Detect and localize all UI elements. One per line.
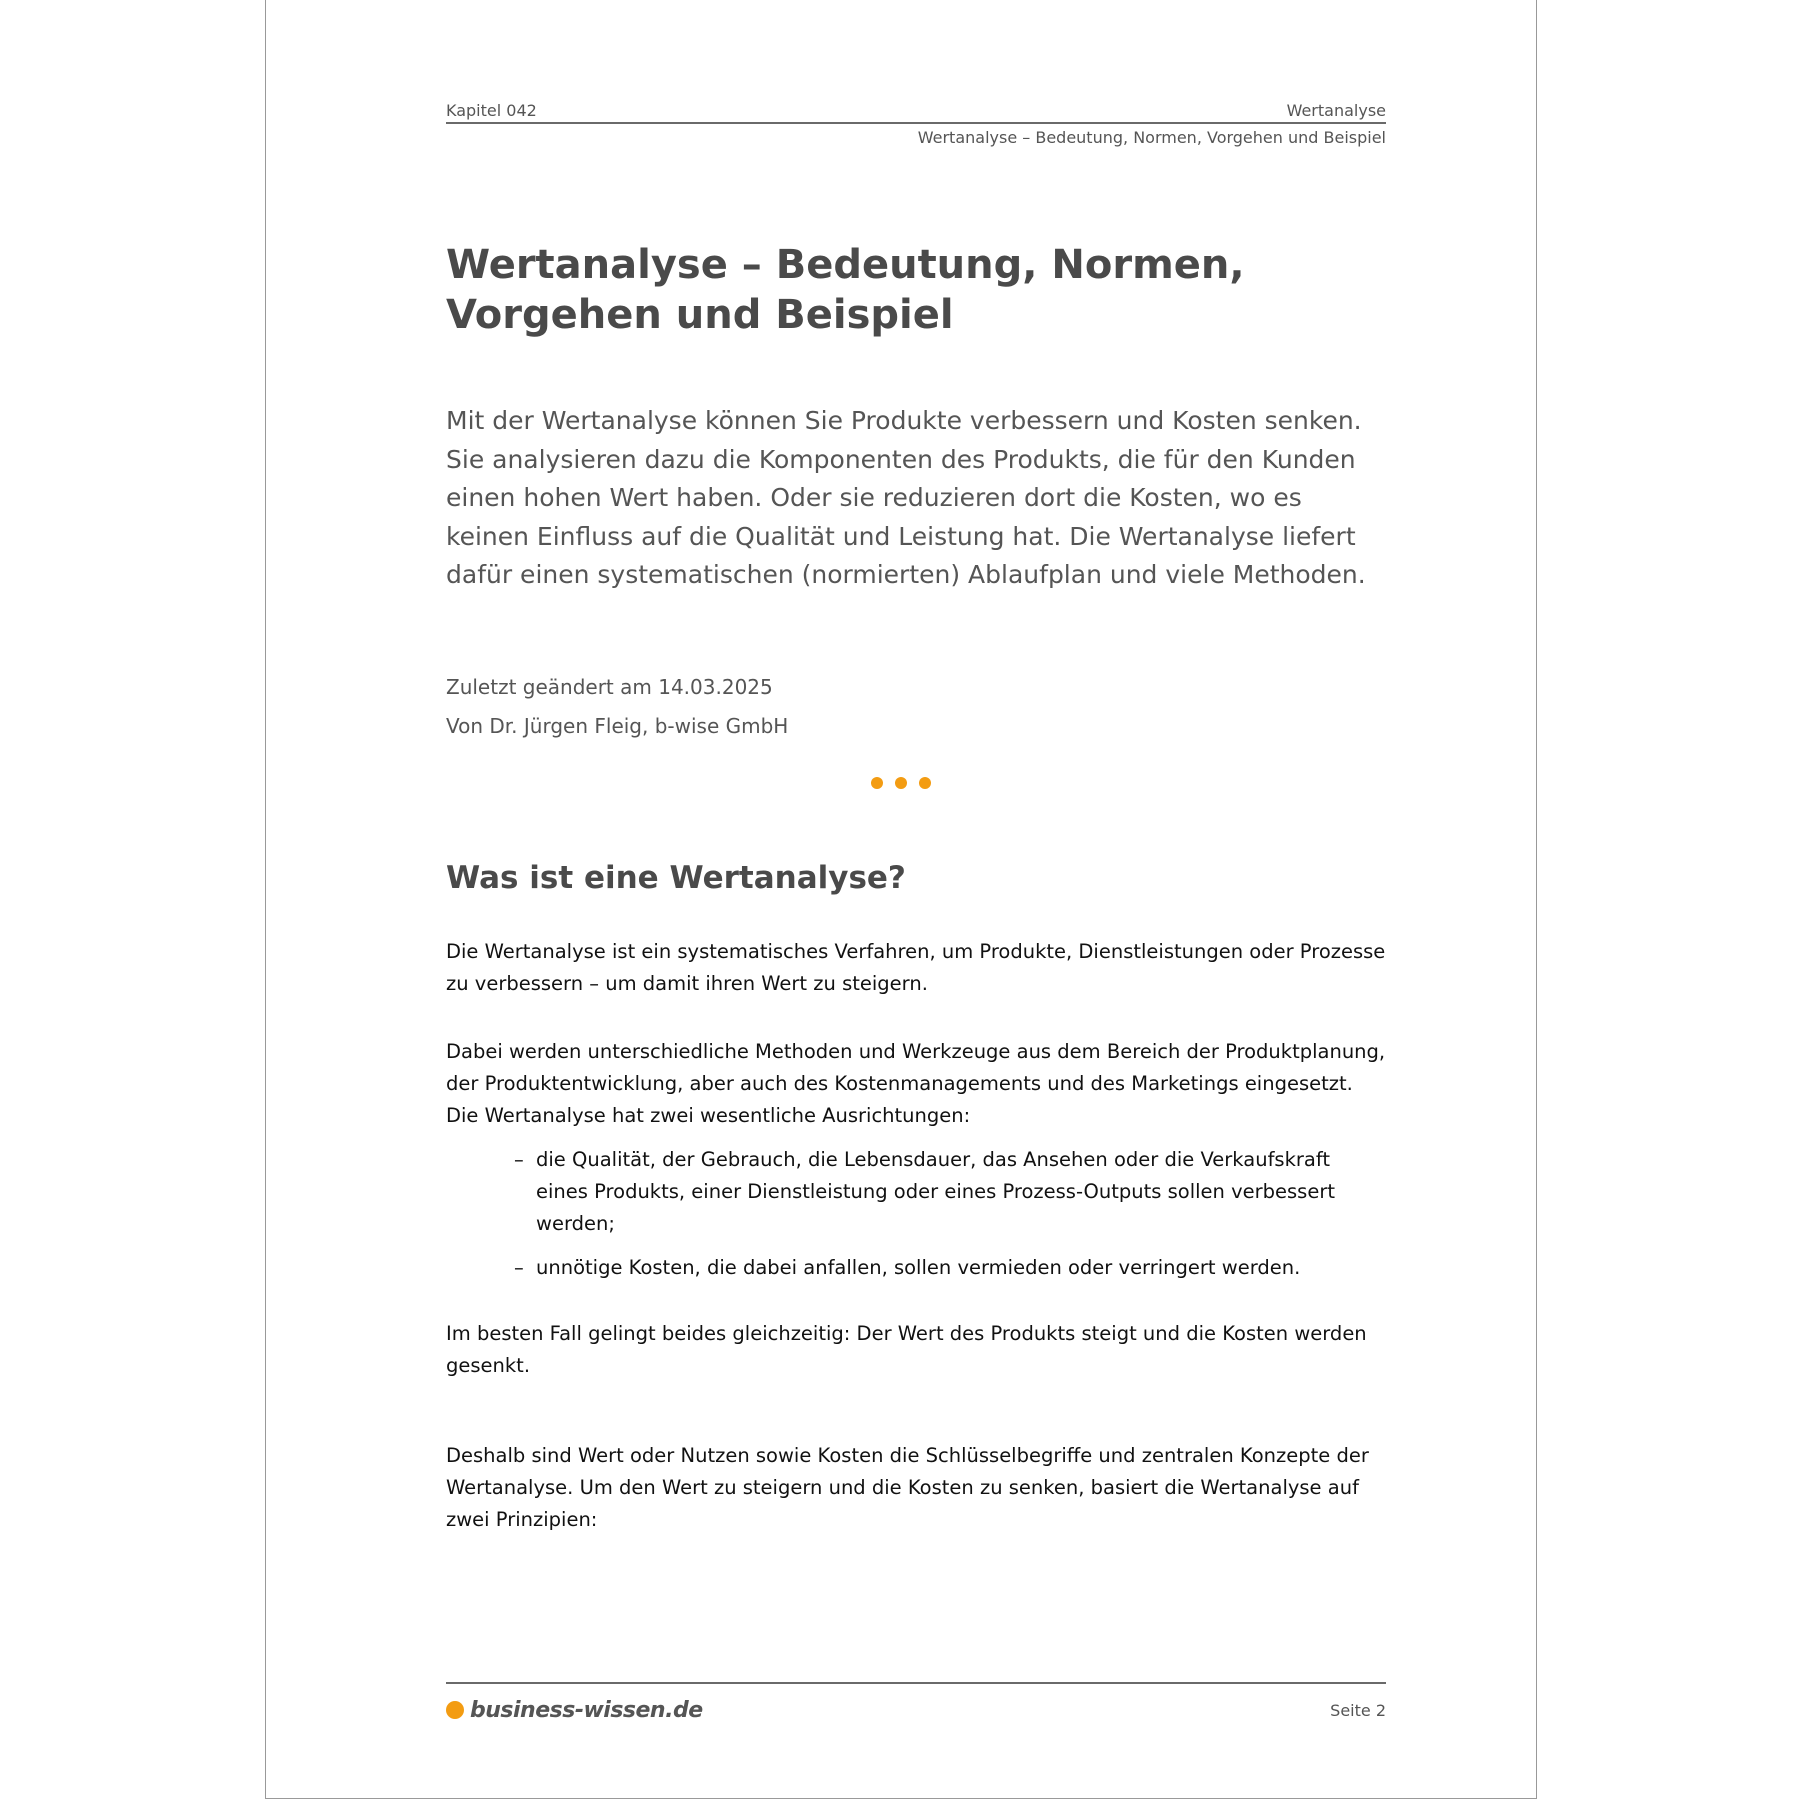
list-item: – die Qualität, der Gebrauch, die Lebensdauer, das Ansehen oder die Verkaufskraft eines Produkts, einer Dienstleistung oder eines Prozess-Outputs sollen verbessert werden; <box>514 1144 1386 1240</box>
body-paragraph-1: Die Wertanalyse ist ein systematisches Verfahren, um Produkte, Dienstleistungen oder Prozesse zu verbessern – um damit ihren Wert zu steigern. <box>446 940 1386 995</box>
body-paragraph-2: Dabei werden unterschiedliche Methoden und Werkzeuge aus dem Bereich der Produktplanung, der Produktentwicklung, aber auch des Kostenmanagements und des Marketings eingesetzt. Die Wertanalyse hat zwei wesentliche Ausrichtungen: <box>446 1040 1386 1127</box>
lead-paragraph: Mit der Wertanalyse können Sie Produkte verbessern und Kosten senken. Sie analysieren dazu die Komponenten des Produkts, die für den Kunden einen hohen Wert haben. Oder sie reduzieren dort die Kosten, wo es keinen Einfluss auf die Qualität und Leistung hat. Die Wertanalyse liefert dafür einen systematischen (normierten) Ablaufplan und viele Methoden. <box>446 406 1366 589</box>
last-changed-date: Zuletzt geändert am 14.03.2025 <box>446 675 773 699</box>
brand-logo <box>446 1698 703 1723</box>
body-paragraph-4: Deshalb sind Wert oder Nutzen sowie Kosten die Schlüsselbegriffe und zentralen Konzepte der Wertanalyse. Um den Wert zu steigern und die Kosten zu senken, basiert die Wertanalyse auf zwei Prinzipien: <box>446 1444 1369 1531</box>
list-item: – unnötige Kosten, die dabei anfallen, sollen vermieden oder verringert werden. <box>514 1252 1386 1284</box>
article-meta <box>446 668 1386 746</box>
orientation-list <box>446 1144 1386 1284</box>
body-paragraph-3: Im besten Fall gelingt beides gleichzeitig: Der Wert des Produkts steigt und die Kosten werden gesenkt. <box>446 1322 1367 1377</box>
title-line-1: Wertanalyse – Bedeutung, Normen, <box>446 242 1245 288</box>
brand-name: business-wissen.de <box>470 1697 703 1723</box>
divider-dot-icon <box>895 777 907 789</box>
page-number: Seite 2 <box>1330 1700 1386 1720</box>
section-label: Wertanalyse <box>1286 101 1386 120</box>
section-heading: Was ist eine Wertanalyse? <box>446 860 906 896</box>
page-footer <box>446 1682 1386 1726</box>
section-body <box>446 936 1386 1536</box>
document-page <box>265 0 1537 1799</box>
divider-dot-icon <box>871 777 883 789</box>
header-subtitle: Wertanalyse – Bedeutung, Normen, Vorgehen und Beispiel <box>917 128 1386 147</box>
page-title <box>446 240 1386 340</box>
author-line: Von Dr. Jürgen Fleig, b-wise GmbH <box>446 714 789 738</box>
section-divider-dots <box>266 777 1536 789</box>
brand-dot-icon <box>446 1701 464 1719</box>
chapter-label: Kapitel 042 <box>446 101 537 120</box>
divider-dot-icon <box>919 777 931 789</box>
title-line-2: Vorgehen und Beispiel <box>446 292 954 338</box>
running-header <box>446 98 1386 148</box>
header-row <box>446 98 1386 124</box>
